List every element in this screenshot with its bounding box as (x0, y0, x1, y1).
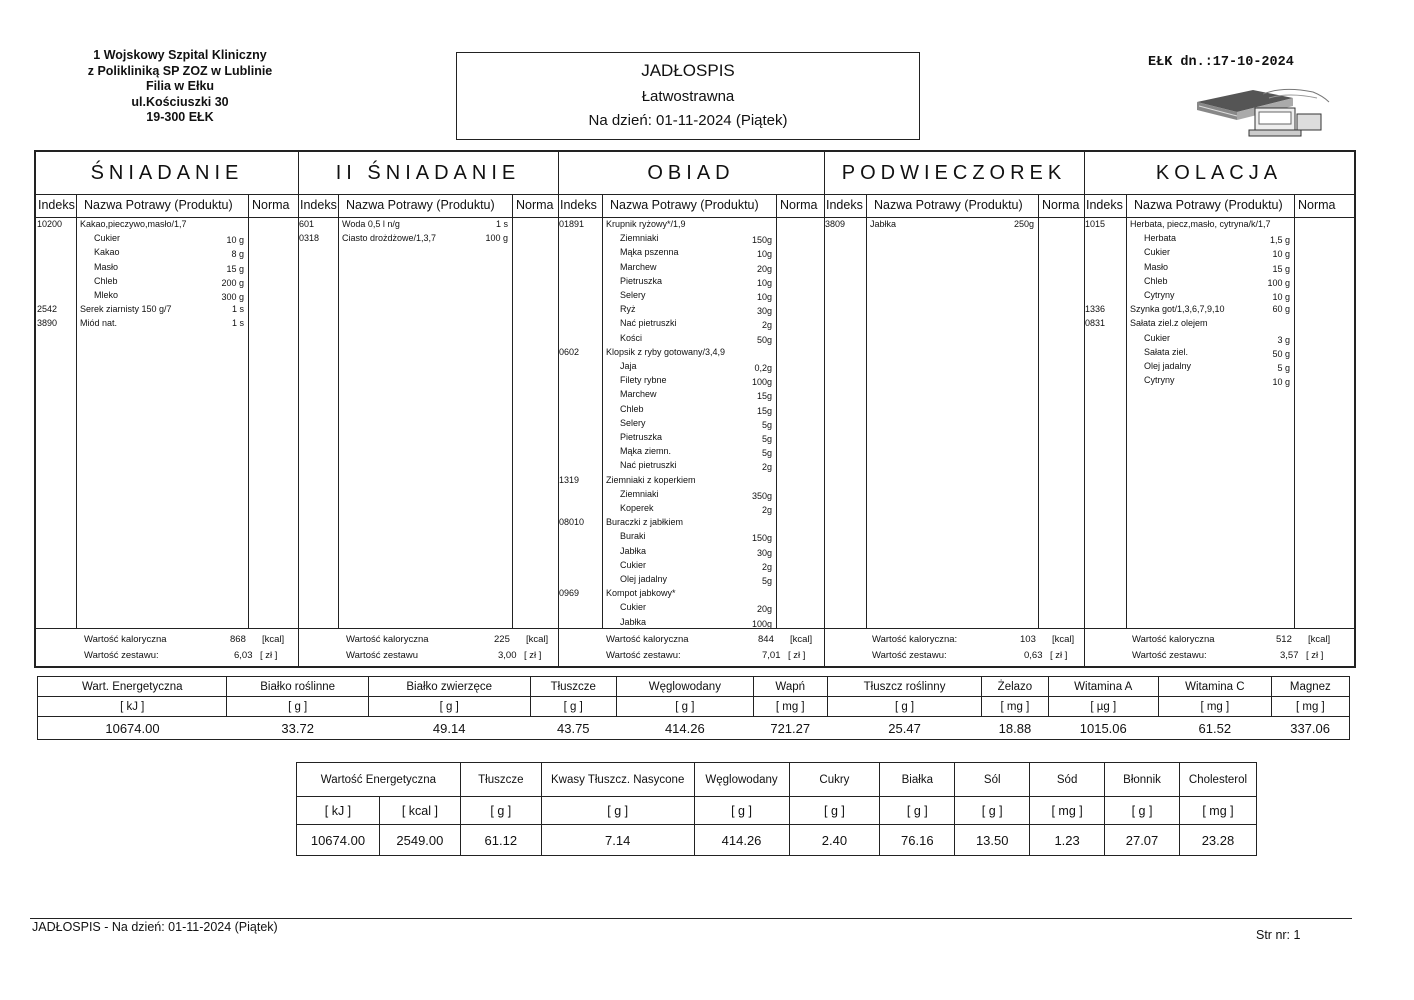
set-cost-label: Wartość zestawu: (872, 650, 947, 661)
column-divider (866, 194, 867, 628)
row-norm: 100 g (485, 233, 508, 244)
ingredient-name: Olej jadalny (620, 574, 668, 584)
ingredient-name: Sałata ziel. (1144, 346, 1189, 357)
nutrition-table-1 (37, 676, 1350, 740)
nutrient-value: 7.14 (541, 825, 694, 856)
nutrient-unit: [ kJ ] (297, 797, 380, 825)
col-header-index: Indeks (826, 198, 863, 212)
row-norm: 60 g (1272, 304, 1290, 315)
nutrient-header: Witamina C (1158, 677, 1271, 697)
nutrient-header: Węglowodany (694, 763, 789, 797)
row-norm: 15 g (1272, 263, 1290, 274)
ingredient-name: Kakao (94, 247, 120, 258)
nutrient-unit: [ g ] (460, 797, 541, 825)
calorie-unit: [kcal] (1308, 634, 1331, 645)
nutrient-value: 61.52 (1198, 720, 1232, 736)
nutrient-header: Wart. Energetyczna (38, 677, 227, 697)
nutrient-header: Magnez (1271, 677, 1349, 697)
meal-title: II ŚNIADANIE (335, 162, 521, 184)
nutrient-value: 10674.00 (38, 717, 227, 740)
row-norm: 1 s (495, 219, 508, 229)
col-header-name: Nazwa Potrawy (Produktu) (346, 198, 495, 212)
nutrient-header: Cholesterol (1179, 763, 1256, 797)
meal-totals (824, 628, 1084, 667)
column-divider (248, 194, 249, 628)
row-norm: 1,5 g (1269, 235, 1290, 246)
nutrient-header: Białko zwierzęce (368, 677, 530, 697)
col-header-name: Nazwa Potrawy (Produktu) (874, 198, 1023, 212)
nutrient-header: Białka (880, 763, 955, 797)
ingredient-name: Mąka pszenna (620, 247, 679, 258)
nutrient-header: Tłuszcze (530, 677, 617, 697)
calorie-label: Wartość kaloryczna (346, 634, 429, 645)
calorie-value: 512 (1276, 634, 1292, 645)
column-headers (824, 194, 1084, 218)
dish-name: Klopsik z ryby gotowany/3,4,9 (606, 346, 726, 357)
nutrient-value: 33.72 (281, 720, 314, 736)
ingredient-name: Cukier (94, 233, 121, 244)
col-header-norm: Norma (780, 198, 818, 212)
footer-divider (30, 918, 1352, 919)
column-divider (1294, 194, 1295, 628)
row-norm: 1 s (231, 304, 244, 315)
ingredient-name: Cukier (620, 559, 647, 570)
ingredient-name: Olej jadalny (1144, 361, 1192, 371)
set-cost-unit: [ zł ] (1050, 650, 1068, 661)
meal-totals (558, 628, 824, 667)
footer-text: JADŁOSPIS - Na dzień: 01-11-2024 (Piątek) (32, 920, 278, 934)
row-index: 10200 (37, 219, 63, 229)
col-header-norm: Norma (1042, 198, 1080, 212)
set-cost-unit: [ zł ] (788, 650, 806, 661)
row-norm: 150g (751, 533, 772, 544)
col-header-index: Indeks (560, 198, 597, 212)
nutrient-header: Sód (1030, 763, 1105, 797)
meal-column (558, 152, 825, 666)
hospital-street: ul.Kościuszki 30 (131, 94, 229, 109)
set-cost-unit: [ zł ] (524, 650, 542, 661)
nutrient-value: 49.14 (432, 720, 466, 736)
row-index: 01891 (559, 219, 585, 229)
calorie-label: Wartość kaloryczna (84, 634, 167, 645)
ingredient-name: Chleb (94, 275, 118, 286)
set-cost-value: 7,01 (762, 650, 781, 661)
ingredient-name: Selery (620, 290, 646, 300)
book-computer-icon (1193, 84, 1333, 138)
ingredient-name: Ryż (620, 304, 636, 315)
dish-name: Woda 0,5 l n/g (342, 219, 400, 229)
nutrient-unit: [ g ] (955, 797, 1030, 825)
column-headers (558, 194, 824, 218)
ingredient-name: Kości (620, 332, 643, 343)
nutrient-value: 1.23 (1030, 825, 1105, 856)
nutrient-value: 2.40 (789, 825, 880, 856)
calorie-unit: [kcal] (790, 634, 813, 645)
row-norm: 8 g (231, 249, 244, 260)
row-norm: 10 g (1272, 377, 1290, 388)
calorie-value: 103 (1020, 634, 1036, 645)
row-norm: 3 g (1277, 334, 1290, 345)
calorie-value: 844 (758, 634, 774, 645)
meal-totals (298, 628, 558, 667)
row-norm: 200 g (221, 277, 244, 288)
column-divider (1038, 194, 1039, 628)
nutrient-unit: [ g ] (541, 797, 694, 825)
col-header-index: Indeks (1086, 198, 1123, 212)
col-header-index: Indeks (38, 198, 75, 212)
row-norm: 2g (761, 462, 772, 473)
row-norm: 1 s (231, 318, 244, 329)
nutrient-header: Cukry (789, 763, 880, 797)
calorie-label: Wartość kaloryczna (606, 634, 689, 645)
meal-column (1084, 152, 1354, 666)
ingredient-name: Buraki (620, 531, 646, 542)
ingredient-name: Masło (94, 261, 119, 272)
ingredient-name: Cytryny (1144, 375, 1175, 386)
meal-title: OBIAD (647, 162, 735, 184)
ingredient-name: Cytryny (1144, 290, 1175, 300)
ingredient-name: Nać pietruszki (620, 460, 677, 471)
nutrient-header: Wapń (753, 677, 827, 697)
set-cost-label: Wartość zestawu: (606, 650, 681, 661)
nutrient-unit: [ mg ] (1271, 697, 1349, 717)
dish-name: Miód nat. (80, 318, 118, 329)
ingredient-name: Selery (620, 417, 646, 428)
calorie-unit: [kcal] (1052, 634, 1075, 645)
column-divider (338, 194, 339, 628)
column-divider (776, 194, 777, 628)
row-index: 0602 (559, 346, 580, 357)
row-norm: 30g (756, 547, 772, 558)
dish-name: Jabłka (870, 219, 897, 229)
set-cost-value: 6,03 (234, 650, 253, 661)
nutrient-unit: [ mg ] (1030, 797, 1105, 825)
row-index: 2542 (37, 304, 58, 315)
row-norm: 250g (1013, 219, 1034, 229)
ingredient-name: Marchew (620, 389, 657, 400)
nutrient-header: Żelazo (982, 677, 1048, 697)
column-divider (76, 194, 77, 628)
calorie-value: 868 (230, 634, 246, 645)
nutrient-unit: [ g ] (880, 797, 955, 825)
nutrient-unit: [ mg ] (982, 697, 1048, 717)
row-index: 0318 (299, 233, 320, 244)
nutrient-unit: [ g ] (1105, 797, 1180, 825)
set-cost-value: 0,63 (1024, 650, 1043, 661)
col-header-name: Nazwa Potrawy (Produktu) (84, 198, 233, 212)
row-index: 1319 (559, 474, 580, 485)
row-norm: 15g (756, 391, 772, 402)
dish-name: Herbata, piecz,masło, cytryna/k/1,7 (1130, 219, 1271, 229)
nutrient-value: 76.16 (880, 825, 955, 856)
nutrient-unit: [ g ] (617, 697, 754, 717)
nutrient-unit: [ g ] (694, 797, 789, 825)
row-norm: 15 g (226, 263, 244, 274)
nutrient-unit: [ g ] (789, 797, 880, 825)
row-norm: 2g (761, 561, 772, 572)
calorie-unit: [kcal] (526, 634, 549, 645)
nutrient-unit: [ g ] (227, 697, 368, 717)
row-index: 08010 (559, 517, 585, 528)
dish-name: Szynka got/1,3,6,7,9,10 (1130, 304, 1225, 315)
col-header-norm: Norma (1298, 198, 1336, 212)
hospital-branch: Filia w Ełku (145, 79, 215, 93)
nutrient-value: 61.12 (460, 825, 541, 856)
ingredient-name: Marchew (620, 261, 657, 272)
row-index: 1336 (1085, 304, 1106, 315)
row-index: 0831 (1085, 318, 1106, 329)
dish-name: Sałata ziel.z olejem (1130, 318, 1208, 329)
nutrient-value: 414.26 (694, 825, 789, 856)
dish-name: Kakao,pieczywo,masło/1,7 (80, 219, 187, 229)
ingredient-name: Chleb (620, 403, 644, 414)
row-norm: 10 g (1272, 249, 1290, 260)
menu-date: Na dzień: 01-11-2024 (Piątek) (588, 112, 788, 129)
column-divider (1126, 194, 1127, 628)
row-index: 3890 (37, 318, 58, 329)
calorie-label: Wartość kaloryczna (1132, 634, 1215, 645)
col-header-name: Nazwa Potrawy (Produktu) (1134, 198, 1283, 212)
meal-title: KOLACJA (1155, 162, 1283, 184)
col-header-name: Nazwa Potrawy (Produktu) (610, 198, 759, 212)
col-header-norm: Norma (516, 198, 554, 212)
issue-city-date: EŁK dn.:17-10-2024 (1148, 55, 1294, 70)
row-norm: 0,2g (754, 363, 772, 373)
nutrient-unit: [ kJ ] (38, 697, 227, 717)
row-norm: 100g (751, 618, 772, 629)
nutrient-value: 721.27 (770, 720, 811, 736)
row-norm: 5g (761, 419, 772, 430)
row-norm: 10 g (1272, 292, 1290, 302)
row-norm: 30g (756, 306, 772, 317)
ingredient-name: Koperek (620, 503, 654, 513)
ingredient-name: Jabłka (620, 545, 647, 556)
row-norm: 20g (756, 604, 772, 615)
set-cost-unit: [ zł ] (260, 650, 278, 661)
nutrient-unit: [ g ] (530, 697, 617, 717)
title-box (456, 52, 920, 140)
nutrient-value: 10674.00 (297, 825, 380, 856)
column-headers (1084, 194, 1354, 218)
column-divider (512, 194, 513, 628)
row-norm: 10g (756, 249, 772, 260)
set-cost-label: Wartość zestawu (346, 650, 418, 661)
ingredient-name: Ziemniaki (620, 233, 659, 244)
nutrient-header: Tłuszcz roślinny (827, 677, 981, 697)
diet-name: Łatwostrawna (641, 88, 735, 105)
nutrient-value: 23.28 (1179, 825, 1256, 856)
row-norm: 100 g (1267, 277, 1290, 288)
ingredient-name: Herbata (1144, 233, 1177, 244)
meal-totals (1084, 628, 1354, 667)
energy-header: Wartość Energetyczna (297, 763, 461, 797)
hospital-name-line1: 1 Wojskowy Szpital Kliniczny (93, 48, 267, 62)
row-norm: 2g (761, 320, 772, 331)
set-cost-label: Wartość zestawu: (84, 650, 159, 661)
nutrient-value: 414.26 (664, 720, 705, 736)
ingredient-name: Ziemniaki (620, 488, 659, 499)
ingredient-name: Pietruszka (620, 432, 663, 442)
set-cost-unit: [ zł ] (1306, 650, 1324, 661)
ingredient-name: Mąka ziemn. (620, 446, 672, 457)
set-cost-label: Wartość zestawu: (1132, 650, 1207, 661)
row-norm: 15g (756, 405, 772, 416)
meal-title: ŚNIADANIE (90, 162, 244, 184)
nutrient-value: 337.06 (1271, 717, 1349, 740)
nutrient-unit: [ µg ] (1048, 697, 1158, 717)
nutrient-header: Kwasy Tłuszcz. Nasycone (541, 763, 694, 797)
ingredient-name: Filety rybne (620, 375, 667, 386)
row-norm: 10 g (226, 235, 244, 246)
nutrient-header: Witamina A (1048, 677, 1158, 697)
nutrient-header: Węglowodany (617, 677, 754, 697)
nutrient-header: Białko roślinne (227, 677, 368, 697)
row-norm: 10g (756, 277, 772, 288)
nutrient-unit: [ g ] (827, 697, 981, 717)
dish-name: Buraczki z jabłkiem (606, 517, 684, 528)
nutrient-unit: [ kcal ] (379, 797, 460, 825)
nutrient-unit: [ mg ] (1179, 797, 1256, 825)
meal-totals (36, 628, 298, 667)
dish-name: Krupnik ryżowy*/1,9 (606, 219, 686, 229)
nutrient-value: 18.88 (998, 720, 1032, 736)
row-norm: 50 g (1272, 348, 1290, 359)
nutrient-value: 1015.06 (1079, 720, 1127, 736)
ingredient-name: Chleb (1144, 275, 1168, 286)
hospital-name-line2: z Polikliniką SP ZOZ w Lublinie (87, 63, 273, 78)
ingredient-name: Cukier (1144, 332, 1171, 343)
nutrient-unit: [ mg ] (753, 697, 827, 717)
page-title: JADŁOSPIS (641, 61, 735, 80)
set-cost-value: 3,57 (1280, 650, 1299, 661)
row-norm: 300 g (221, 292, 244, 302)
dish-name: Ciasto drożdżowe/1,3,7 (342, 233, 437, 244)
nutrient-value: 25.47 (888, 720, 921, 736)
row-norm: 5 g (1277, 363, 1290, 373)
meal-column (824, 152, 1085, 666)
calorie-label: Wartość kaloryczna: (872, 634, 958, 645)
page-number: Str nr: 1 (1256, 928, 1301, 942)
ingredient-name: Masło (1144, 261, 1169, 272)
row-norm: 100g (751, 377, 772, 388)
row-norm: 5g (761, 576, 772, 586)
col-header-index: Indeks (300, 198, 337, 212)
ingredient-name: Cukier (620, 602, 647, 613)
set-cost-value: 3,00 (498, 650, 517, 661)
row-index: 1015 (1085, 219, 1106, 229)
calorie-value: 225 (494, 634, 510, 645)
nutrient-value: 13.50 (955, 825, 1030, 856)
meal-column (36, 152, 299, 666)
row-norm: 150g (751, 235, 772, 246)
ingredient-name: Cukier (1144, 247, 1171, 258)
row-norm: 20g (756, 263, 772, 274)
nutrient-value: 27.07 (1105, 825, 1180, 856)
row-norm: 2g (761, 505, 772, 515)
nutrient-unit: [ g ] (368, 697, 530, 717)
nutrient-value: 43.75 (557, 720, 590, 736)
row-index: 601 (299, 219, 315, 229)
hospital-address (60, 48, 300, 126)
nutrient-header: Sól (955, 763, 1030, 797)
ingredient-name: Nać pietruszki (620, 318, 677, 329)
meal-column (298, 152, 559, 666)
calorie-unit: [kcal] (262, 634, 285, 645)
nutrient-unit: [ mg ] (1158, 697, 1271, 717)
ingredient-name: Jabłka (620, 616, 647, 627)
ingredient-name: Pietruszka (620, 275, 663, 286)
dish-name: Ziemniaki z koperkiem (606, 474, 696, 485)
column-divider (602, 194, 603, 628)
column-headers (298, 194, 558, 218)
meal-title: PODWIECZOREK (841, 162, 1067, 184)
nutrient-value: 2549.00 (379, 825, 460, 856)
hospital-city: 19-300 EŁK (146, 110, 214, 124)
row-index: 3809 (825, 219, 846, 229)
dish-name: Kompot jabkowy* (606, 588, 676, 599)
row-norm: 5g (761, 448, 772, 459)
row-norm: 5g (761, 434, 772, 444)
nutrient-header: Tłuszcze (460, 763, 541, 797)
ingredient-name: Mleko (94, 290, 119, 300)
col-header-norm: Norma (252, 198, 290, 212)
nutrient-header: Błonnik (1105, 763, 1180, 797)
row-norm: 350g (751, 490, 772, 501)
meal-plan-table (34, 150, 1356, 668)
row-index: 0969 (559, 588, 580, 599)
row-norm: 50g (756, 334, 772, 345)
ingredient-name: Jaja (620, 361, 637, 371)
nutrition-table-2 (296, 762, 1257, 856)
row-norm: 10g (756, 292, 772, 302)
dish-name: Serek ziarnisty 150 g/7 (80, 304, 172, 315)
